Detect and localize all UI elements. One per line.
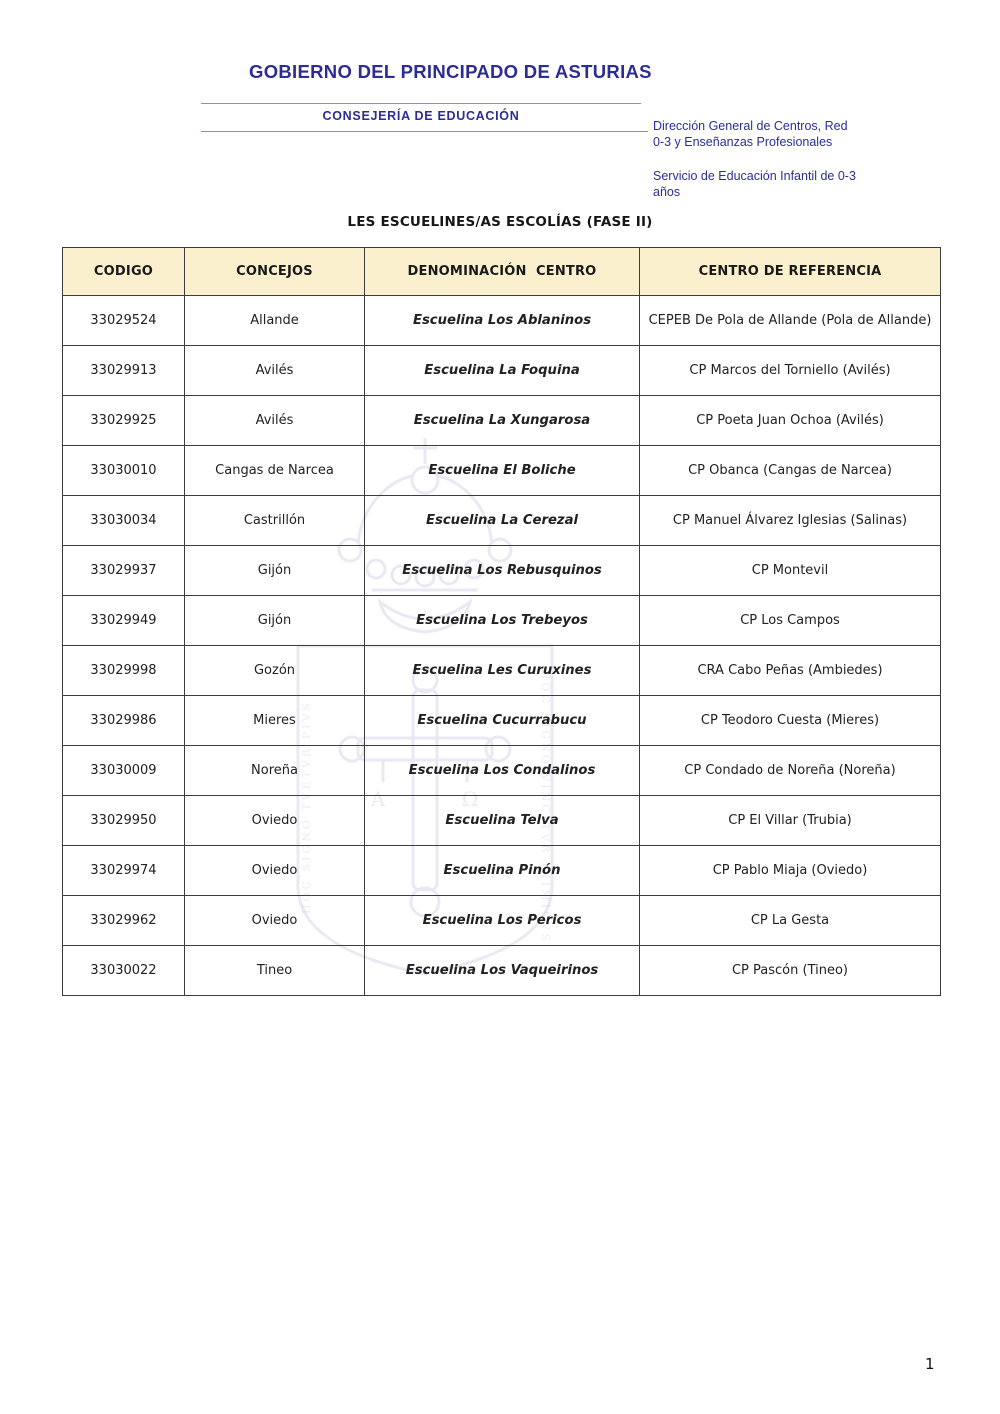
table-row [63, 846, 941, 896]
table-row [63, 596, 941, 646]
page-title: LES ESCUELINES/AS ESCOLÍAS (FASE II) [347, 214, 653, 230]
codigo-cell: 33029949 [63, 596, 185, 646]
concejo-cell: Oviedo [185, 846, 365, 896]
referencia-cell: CRA Cabo Peñas (Ambiedes) [640, 646, 941, 696]
table-row [63, 646, 941, 696]
page-number: 1 [925, 1355, 935, 1373]
col-header-codigo: CODIGO [63, 248, 185, 296]
table-row [63, 896, 941, 946]
referencia-cell: CP Marcos del Torniello (Avilés) [640, 346, 941, 396]
referencia-cell: CP Condado de Noreña (Noreña) [640, 746, 941, 796]
concejo-cell: Mieres [185, 696, 365, 746]
denominacion-cell: Escuelina Los Trebeyos [365, 596, 640, 646]
concejo-cell: Cangas de Narcea [185, 446, 365, 496]
codigo-cell: 33029974 [63, 846, 185, 896]
table-row [63, 696, 941, 746]
denominacion-cell: Escuelina Los Vaqueirinos [365, 946, 640, 996]
department-title: CONSEJERÍA DE EDUCACIÓN [322, 109, 520, 123]
denominacion-cell: Escuelina Cucurrabucu [365, 696, 640, 746]
concejo-cell: Noreña [185, 746, 365, 796]
table-row [63, 496, 941, 546]
government-title: GOBIERNO DEL PRINCIPADO DE ASTURIAS [249, 61, 652, 82]
referencia-cell: CEPEB De Pola de Allande (Pola de Allande) [640, 296, 941, 346]
denominacion-cell: Escuelina Pinón [365, 846, 640, 896]
col-header-referencia: CENTRO DE REFERENCIA [640, 248, 941, 296]
codigo-cell: 33029962 [63, 896, 185, 946]
codigo-cell: 33030034 [63, 496, 185, 546]
referencia-cell: CP Los Campos [640, 596, 941, 646]
table-row [63, 446, 941, 496]
table-row [63, 296, 941, 346]
col-header-denominacion: DENOMINACIÓN CENTRO [365, 248, 640, 296]
omega-glyph: Ω [461, 787, 479, 811]
letterhead-contact-block [653, 118, 893, 217]
codigo-cell: 33029913 [63, 346, 185, 396]
schools-table [62, 247, 941, 996]
codigo-cell: 33029998 [63, 646, 185, 696]
denominacion-cell: Escuelina Los Condalinos [365, 746, 640, 796]
concejo-cell: Oviedo [185, 896, 365, 946]
table-row [63, 946, 941, 996]
referencia-cell: CP Manuel Álvarez Iglesias (Salinas) [640, 496, 941, 546]
letterhead-rule-top [201, 103, 641, 104]
denominacion-cell: Escuelina La Xungarosa [365, 396, 640, 446]
table-row [63, 396, 941, 446]
direction-general-text: Dirección General de Centros, Red 0-3 y Enseñanzas Profesionales [653, 119, 848, 150]
table-header-row [63, 248, 941, 296]
concejo-cell: Gijón [185, 596, 365, 646]
table-row [63, 546, 941, 596]
motto-right-text: HOC SIGNO VINCITVR INIMICVS [539, 670, 552, 944]
codigo-cell: 33030009 [63, 746, 185, 796]
denominacion-cell: Escuelina Les Curuxines [365, 646, 640, 696]
denominacion-cell: Escuelina Telva [365, 796, 640, 846]
servicio-text: Servicio de Educación Infantil de 0-3 años [653, 168, 856, 199]
codigo-cell: 33029937 [63, 546, 185, 596]
codigo-cell: 33030022 [63, 946, 185, 996]
denominacion-cell: Escuelina La Cerezal [365, 496, 640, 546]
motto-left-text: HOC SIGNO TVETVR PIVS [300, 700, 313, 914]
concejo-cell: Castrillón [185, 496, 365, 546]
table-row [63, 796, 941, 846]
denominacion-cell: Escuelina La Foquina [365, 346, 640, 396]
codigo-cell: 33029524 [63, 296, 185, 346]
referencia-cell: CP El Villar (Trubia) [640, 796, 941, 846]
referencia-cell: CP Pascón (Tineo) [640, 946, 941, 996]
codigo-cell: 33029950 [63, 796, 185, 846]
concejo-cell: Gijón [185, 546, 365, 596]
denominacion-cell: Escuelina El Boliche [365, 446, 640, 496]
concejo-cell: Oviedo [185, 796, 365, 846]
referencia-cell: CP Montevil [640, 546, 941, 596]
denominacion-cell: Escuelina Los Pericos [365, 896, 640, 946]
codigo-cell: 33030010 [63, 446, 185, 496]
concejo-cell: Tineo [185, 946, 365, 996]
codigo-cell: 33029925 [63, 396, 185, 446]
denominacion-cell: Escuelina Los Rebusquinos [365, 546, 640, 596]
col-header-concejos: CONCEJOS [185, 248, 365, 296]
referencia-cell: CP Teodoro Cuesta (Mieres) [640, 696, 941, 746]
table-row [63, 746, 941, 796]
referencia-cell: CP La Gesta [640, 896, 941, 946]
concejo-cell: Allande [185, 296, 365, 346]
letterhead-rule-bottom [201, 131, 648, 132]
codigo-cell: 33029986 [63, 696, 185, 746]
alpha-glyph: Α [370, 787, 386, 811]
referencia-cell: CP Pablo Miaja (Oviedo) [640, 846, 941, 896]
table-row [63, 346, 941, 396]
referencia-cell: CP Poeta Juan Ochoa (Avilés) [640, 396, 941, 446]
denominacion-cell: Escuelina Los Ablaninos [365, 296, 640, 346]
referencia-cell: CP Obanca (Cangas de Narcea) [640, 446, 941, 496]
concejo-cell: Avilés [185, 396, 365, 446]
concejo-cell: Avilés [185, 346, 365, 396]
concejo-cell: Gozón [185, 646, 365, 696]
